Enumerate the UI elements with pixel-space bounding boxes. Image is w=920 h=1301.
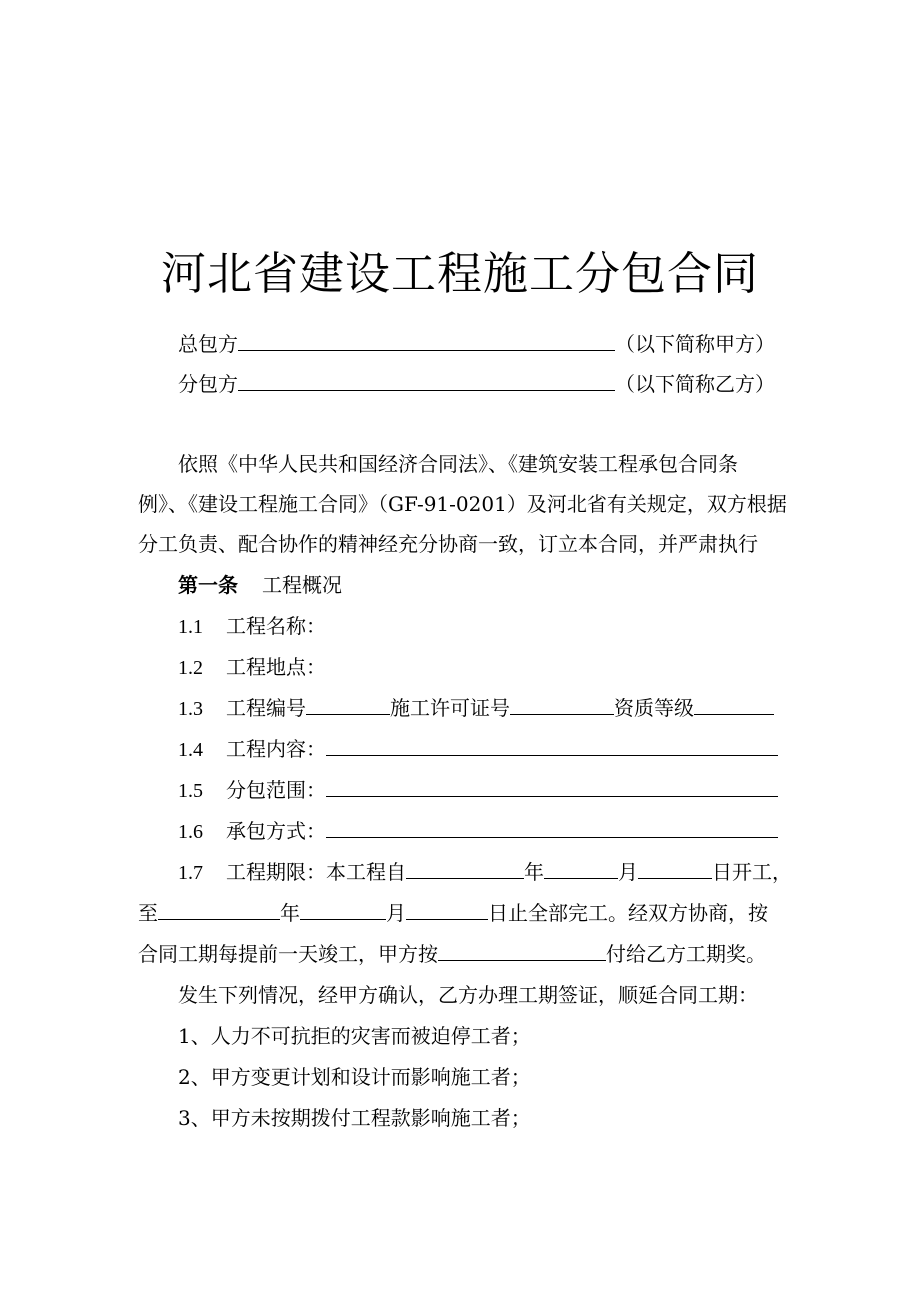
project-number-label: 工程编号: [226, 696, 306, 720]
start-year-blank: [406, 858, 524, 879]
general-contractor-line: [178, 330, 775, 358]
item-1-4-number: 1.4: [178, 739, 203, 761]
item-1-4-blank: [326, 735, 778, 756]
end-day-blank: [406, 899, 488, 920]
general-contractor-label: 总包方: [178, 332, 238, 356]
bonus-note: 付给乙方工期奖。: [606, 942, 766, 966]
preamble-line-3: 分工负责、配合协作的精神经充分协商一致，订立本合同，并严肃执行: [138, 532, 758, 556]
subcontractor-label: 分包方: [178, 372, 238, 396]
item-1-5-number: 1.5: [178, 780, 203, 802]
start-month-blank: [544, 858, 618, 879]
permit-number-blank: [510, 694, 614, 715]
bonus-amount-blank: [438, 940, 606, 961]
condition-item: 1、人力不可抗拒的灾害而被迫停工者；: [178, 1024, 531, 1048]
item-1-7-line-2: [138, 899, 768, 927]
start-year-label: 年: [524, 860, 544, 884]
end-day-label: 日止全部完工。经双方协商，按: [488, 901, 768, 925]
end-year-blank: [158, 899, 280, 920]
item-1-1: [178, 612, 326, 640]
subcontractor-blank: [238, 370, 615, 391]
item-1-2-number: 1.2: [178, 657, 203, 679]
item-1-5: [178, 776, 778, 804]
item-1-1-label: 工程名称：: [226, 614, 326, 638]
end-month-label: 月: [386, 901, 406, 925]
end-to-label: 至: [138, 901, 158, 925]
item-1-5-label: 分包范围：: [226, 778, 326, 802]
preamble-line-2: 例》、《建设工程施工合同》（GF-91-0201）及河北省有关规定，双方根据: [138, 492, 787, 516]
conditions-intro: 发生下列情况，经甲方确认，乙方办理工期签证，顺延合同工期：: [178, 983, 758, 1007]
item-1-2: [178, 653, 326, 681]
item-1-4-label: 工程内容：: [226, 737, 326, 761]
subcontractor-note: （以下简称乙方）: [615, 372, 775, 396]
start-day-label: 日开工，: [712, 860, 792, 884]
item-1-6: [178, 817, 778, 845]
item-1-6-blank: [326, 817, 778, 838]
item-1-2-label: 工程地点：: [226, 655, 326, 679]
item-1-7-number: 1.7: [178, 862, 203, 884]
permit-number-label: 施工许可证号: [390, 696, 510, 720]
term-start-label: 工程期限：本工程自: [226, 860, 406, 884]
qualification-blank: [694, 694, 774, 715]
item-1-6-label: 承包方式：: [226, 819, 326, 843]
end-year-label: 年: [280, 901, 300, 925]
end-month-blank: [300, 899, 386, 920]
start-day-blank: [638, 858, 712, 879]
subcontractor-line: [178, 370, 775, 398]
general-contractor-blank: [238, 330, 615, 351]
item-1-6-number: 1.6: [178, 821, 203, 843]
condition-item: 3、甲方未按期拨付工程款影响施工者；: [178, 1106, 531, 1130]
start-month-label: 月: [618, 860, 638, 884]
bonus-label: 合同工期每提前一天竣工，甲方按: [138, 942, 438, 966]
qualification-label: 资质等级: [614, 696, 694, 720]
general-contractor-note: （以下简称甲方）: [615, 332, 775, 356]
item-1-5-blank: [326, 776, 778, 797]
article-1-number: 第一条: [178, 573, 238, 597]
item-1-4: [178, 735, 778, 763]
project-number-blank: [306, 694, 390, 715]
article-1-title: 工程概况: [262, 573, 342, 597]
item-1-1-number: 1.1: [178, 616, 203, 638]
condition-item: 2、甲方变更计划和设计而影响施工者；: [178, 1065, 531, 1089]
item-1-3-number: 1.3: [178, 698, 203, 720]
document-title: 河北省建设工程施工分包合同: [160, 247, 759, 300]
item-1-7: [178, 858, 792, 886]
preamble-line-1: 依照《中华人民共和国经济合同法》、《建筑安装工程承包合同条: [178, 452, 738, 476]
item-1-7-line-3: [138, 940, 766, 968]
article-1-heading: [178, 571, 342, 599]
item-1-3: [178, 694, 774, 722]
